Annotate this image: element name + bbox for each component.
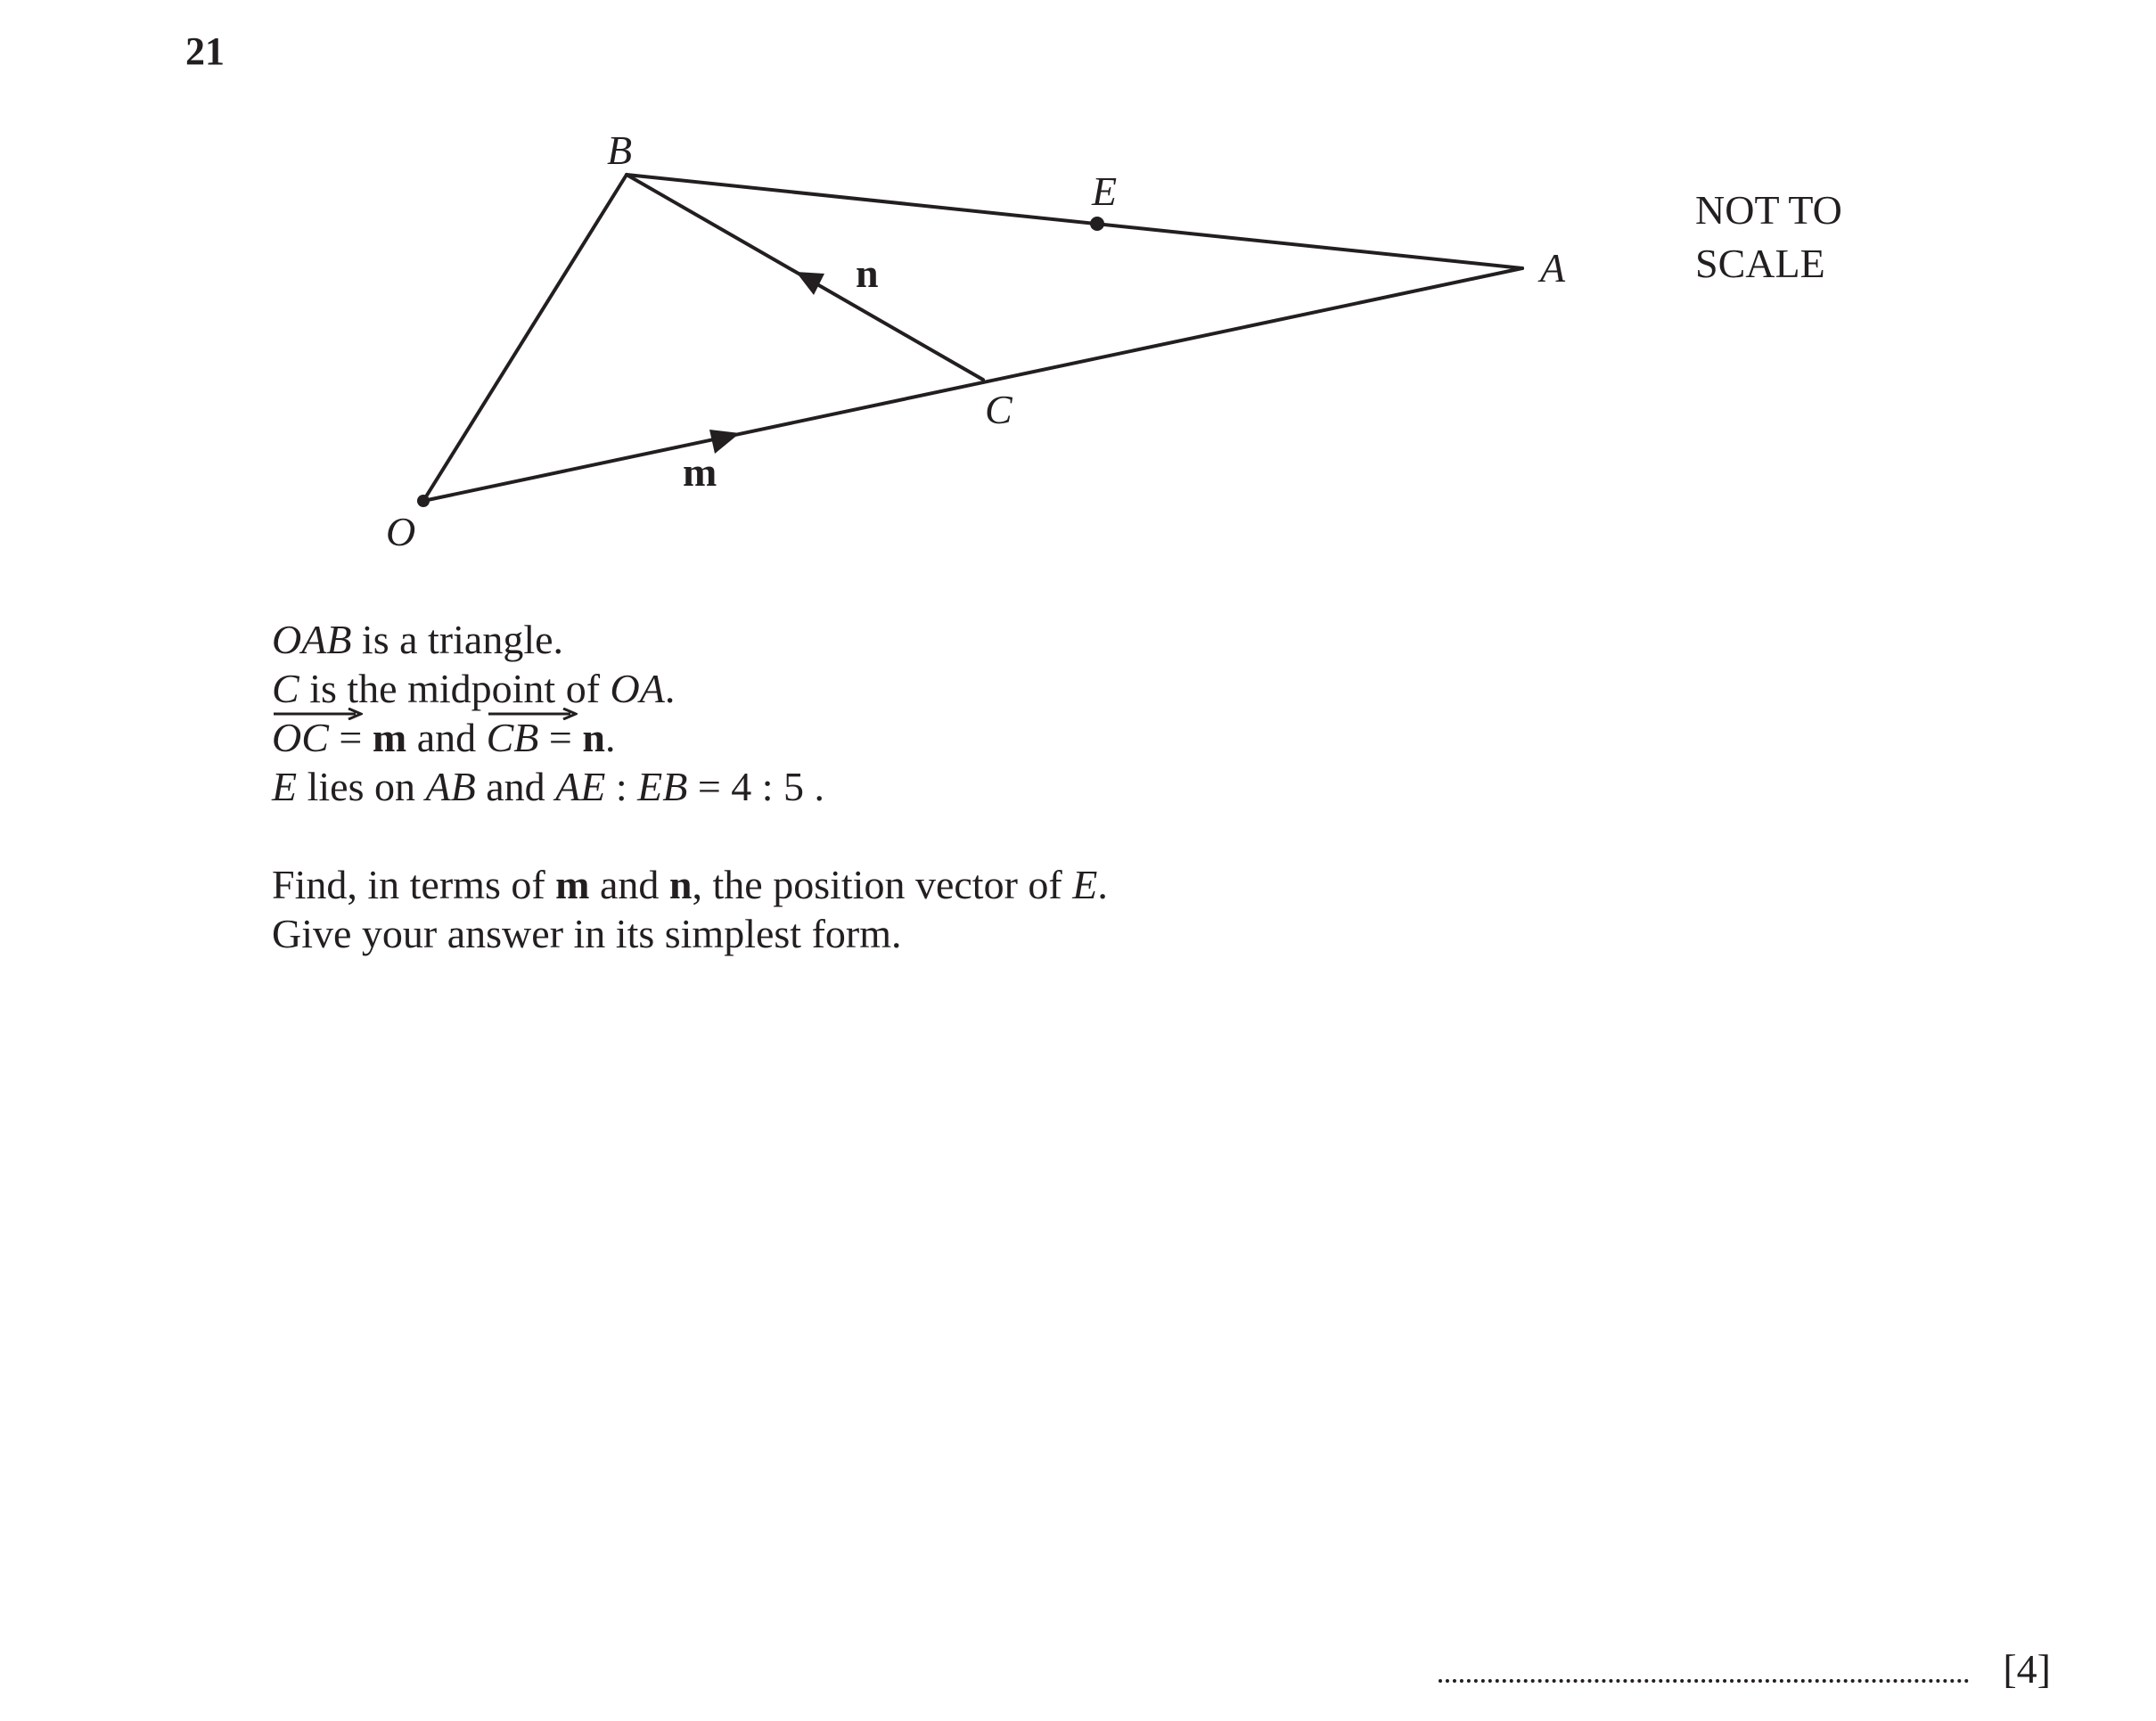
statement-vectors	[272, 713, 1108, 762]
text: = 4 : 5 .	[687, 764, 825, 809]
math-ab: AB	[425, 764, 476, 809]
vector-oc	[272, 713, 329, 762]
text: :	[605, 764, 638, 809]
bold-m: m	[555, 862, 590, 907]
vector-oc-label: OC	[272, 715, 329, 760]
text: =	[538, 715, 583, 760]
side-ob	[423, 175, 627, 501]
text: =	[328, 715, 373, 760]
point-e-dot	[1090, 217, 1104, 231]
math-ae: AE	[555, 764, 606, 809]
text: and	[475, 764, 556, 809]
label-vector-n: n	[856, 250, 879, 296]
vector-cb-label: CB	[486, 715, 539, 760]
math-c: C	[272, 666, 299, 711]
statement-midpoint	[272, 664, 1108, 713]
question-text	[272, 615, 1108, 958]
vector-cb	[487, 713, 539, 762]
answer-row	[1439, 1645, 2051, 1692]
overarrow-icon	[488, 708, 578, 720]
task-line-2: Give your answer in its simplest form.	[272, 911, 902, 956]
question-number: 21	[185, 29, 225, 73]
text: lies on	[297, 764, 426, 809]
note-line-2: SCALE	[1695, 241, 1825, 286]
label-e: E	[1092, 168, 1118, 214]
math-oa: OA	[610, 666, 665, 711]
not-to-scale-note	[1695, 184, 1842, 291]
text: Find, in terms of	[272, 862, 556, 907]
math-eb: EB	[637, 764, 688, 809]
statement-triangle	[272, 615, 1108, 664]
text: and	[406, 715, 487, 760]
answer-line[interactable]	[1439, 1679, 1969, 1683]
text: and	[589, 862, 669, 907]
side-oa	[423, 268, 1522, 501]
label-vector-m: m	[683, 449, 717, 495]
text: .	[604, 715, 616, 760]
label-b: B	[607, 127, 633, 173]
math-oab: OAB	[272, 617, 352, 662]
text: .	[664, 666, 676, 711]
marks-label: [4]	[2003, 1646, 2051, 1692]
arrow-n	[796, 272, 824, 295]
statement-ratio	[272, 762, 1108, 811]
math-e: E	[1072, 862, 1098, 907]
note-line-1: NOT TO	[1695, 187, 1842, 233]
bold-n: n	[582, 715, 605, 760]
bold-n: n	[668, 862, 693, 907]
label-c: C	[985, 387, 1012, 432]
side-ba	[627, 175, 1522, 268]
text: is a triangle.	[351, 617, 564, 662]
text: , the position vector of	[692, 862, 1073, 907]
text: is the midpoint of	[299, 666, 611, 711]
task-line-1	[272, 860, 1108, 909]
math-e: E	[272, 764, 298, 809]
bold-m: m	[372, 715, 407, 760]
overarrow-icon	[274, 708, 363, 720]
label-o: O	[386, 509, 416, 554]
label-a: A	[1540, 245, 1566, 291]
vector-triangle-diagram	[0, 0, 2156, 624]
point-o-dot	[417, 495, 430, 507]
text: .	[1097, 862, 1108, 907]
